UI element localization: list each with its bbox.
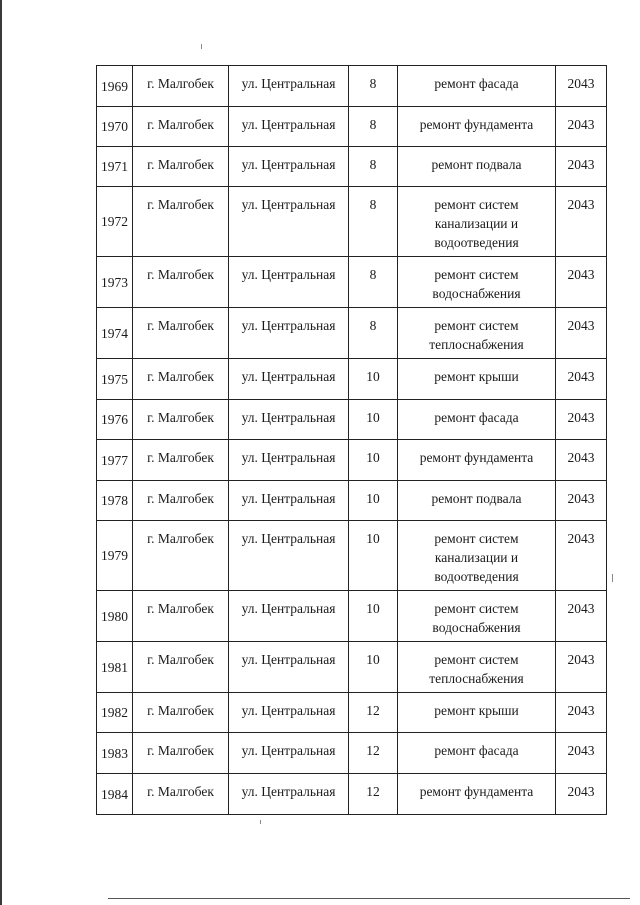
street-cell: ул. Центральная bbox=[229, 591, 349, 642]
year-cell: 2043 bbox=[556, 66, 607, 107]
row-number-cell: 1971 bbox=[97, 147, 133, 187]
house-number-cell: 8 bbox=[349, 308, 398, 359]
table-row bbox=[97, 359, 607, 400]
row-number-cell: 1969 bbox=[97, 66, 133, 107]
year-cell: 2043 bbox=[556, 693, 607, 733]
city-cell: г. Малгобек bbox=[133, 257, 229, 308]
year-cell: 2043 bbox=[556, 359, 607, 400]
street-cell: ул. Центральная bbox=[229, 440, 349, 481]
year-cell: 2043 bbox=[556, 774, 607, 815]
row-number-cell: 1976 bbox=[97, 400, 133, 440]
work-type-cell: ремонт систем водоснабжения bbox=[398, 591, 556, 642]
street-cell: ул. Центральная bbox=[229, 308, 349, 359]
city-cell: г. Малгобек bbox=[133, 440, 229, 481]
house-number-cell: 10 bbox=[349, 400, 398, 440]
table-row bbox=[97, 591, 607, 642]
year-cell: 2043 bbox=[556, 481, 607, 521]
city-cell: г. Малгобек bbox=[133, 591, 229, 642]
work-type-cell: ремонт фундамента bbox=[398, 774, 556, 815]
year-cell: 2043 bbox=[556, 400, 607, 440]
house-number-cell: 10 bbox=[349, 521, 398, 591]
row-number-cell: 1972 bbox=[97, 187, 133, 257]
city-cell: г. Малгобек bbox=[133, 308, 229, 359]
table-row bbox=[97, 66, 607, 107]
house-number-cell: 10 bbox=[349, 591, 398, 642]
street-cell: ул. Центральная bbox=[229, 693, 349, 733]
street-cell: ул. Центральная bbox=[229, 481, 349, 521]
scan-mark bbox=[260, 820, 261, 824]
table-row bbox=[97, 693, 607, 733]
city-cell: г. Малгобек bbox=[133, 693, 229, 733]
house-number-cell: 10 bbox=[349, 359, 398, 400]
house-number-cell: 8 bbox=[349, 187, 398, 257]
scan-mark bbox=[612, 574, 613, 582]
table-row bbox=[97, 774, 607, 815]
work-type-cell: ремонт фасада bbox=[398, 733, 556, 774]
street-cell: ул. Центральная bbox=[229, 400, 349, 440]
work-type-cell: ремонт систем теплоснабжения bbox=[398, 308, 556, 359]
street-cell: ул. Центральная bbox=[229, 642, 349, 693]
work-type-cell: ремонт фундамента bbox=[398, 440, 556, 481]
table-row bbox=[97, 440, 607, 481]
table-row bbox=[97, 642, 607, 693]
city-cell: г. Малгобек bbox=[133, 107, 229, 147]
work-type-cell: ремонт подвала bbox=[398, 481, 556, 521]
house-number-cell: 8 bbox=[349, 66, 398, 107]
row-number-cell: 1970 bbox=[97, 107, 133, 147]
city-cell: г. Малгобек bbox=[133, 642, 229, 693]
work-type-cell: ремонт крыши bbox=[398, 359, 556, 400]
row-number-cell: 1982 bbox=[97, 693, 133, 733]
row-number-cell: 1983 bbox=[97, 733, 133, 774]
work-type-cell: ремонт систем водоснабжения bbox=[398, 257, 556, 308]
repair-schedule-table bbox=[96, 65, 607, 815]
row-number-cell: 1975 bbox=[97, 359, 133, 400]
year-cell: 2043 bbox=[556, 733, 607, 774]
street-cell: ул. Центральная bbox=[229, 257, 349, 308]
year-cell: 2043 bbox=[556, 440, 607, 481]
year-cell: 2043 bbox=[556, 187, 607, 257]
house-number-cell: 12 bbox=[349, 693, 398, 733]
table-row bbox=[97, 521, 607, 591]
street-cell: ул. Центральная bbox=[229, 733, 349, 774]
row-number-cell: 1977 bbox=[97, 440, 133, 481]
city-cell: г. Малгобек bbox=[133, 521, 229, 591]
house-number-cell: 8 bbox=[349, 107, 398, 147]
house-number-cell: 12 bbox=[349, 733, 398, 774]
work-type-cell: ремонт крыши bbox=[398, 693, 556, 733]
table-row bbox=[97, 257, 607, 308]
work-type-cell: ремонт систем теплоснабжения bbox=[398, 642, 556, 693]
city-cell: г. Малгобек bbox=[133, 187, 229, 257]
row-number-cell: 1979 bbox=[97, 521, 133, 591]
city-cell: г. Малгобек bbox=[133, 733, 229, 774]
city-cell: г. Малгобек bbox=[133, 66, 229, 107]
table-row bbox=[97, 733, 607, 774]
year-cell: 2043 bbox=[556, 107, 607, 147]
table-row bbox=[97, 187, 607, 257]
year-cell: 2043 bbox=[556, 642, 607, 693]
city-cell: г. Малгобек bbox=[133, 481, 229, 521]
page-edge bbox=[0, 0, 2, 905]
year-cell: 2043 bbox=[556, 308, 607, 359]
street-cell: ул. Центральная bbox=[229, 521, 349, 591]
work-type-cell: ремонт фасада bbox=[398, 400, 556, 440]
city-cell: г. Малгобек bbox=[133, 400, 229, 440]
row-number-cell: 1974 bbox=[97, 308, 133, 359]
work-type-cell: ремонт фундамента bbox=[398, 107, 556, 147]
work-type-cell: ремонт систем канализации и водоотведения bbox=[398, 187, 556, 257]
row-number-cell: 1973 bbox=[97, 257, 133, 308]
table-row bbox=[97, 107, 607, 147]
house-number-cell: 10 bbox=[349, 642, 398, 693]
table-body bbox=[97, 66, 607, 815]
house-number-cell: 10 bbox=[349, 481, 398, 521]
house-number-cell: 8 bbox=[349, 257, 398, 308]
row-number-cell: 1980 bbox=[97, 591, 133, 642]
street-cell: ул. Центральная bbox=[229, 774, 349, 815]
street-cell: ул. Центральная bbox=[229, 147, 349, 187]
house-number-cell: 8 bbox=[349, 147, 398, 187]
city-cell: г. Малгобек bbox=[133, 774, 229, 815]
work-type-cell: ремонт подвала bbox=[398, 147, 556, 187]
house-number-cell: 10 bbox=[349, 440, 398, 481]
street-cell: ул. Центральная bbox=[229, 66, 349, 107]
street-cell: ул. Центральная bbox=[229, 107, 349, 147]
street-cell: ул. Центральная bbox=[229, 187, 349, 257]
year-cell: 2043 bbox=[556, 521, 607, 591]
table-row bbox=[97, 400, 607, 440]
table-row bbox=[97, 147, 607, 187]
street-cell: ул. Центральная bbox=[229, 359, 349, 400]
table-row bbox=[97, 481, 607, 521]
table-row bbox=[97, 308, 607, 359]
year-cell: 2043 bbox=[556, 591, 607, 642]
row-number-cell: 1981 bbox=[97, 642, 133, 693]
city-cell: г. Малгобек bbox=[133, 147, 229, 187]
city-cell: г. Малгобек bbox=[133, 359, 229, 400]
work-type-cell: ремонт фасада bbox=[398, 66, 556, 107]
work-type-cell: ремонт систем канализации и водоотведения bbox=[398, 521, 556, 591]
row-number-cell: 1978 bbox=[97, 481, 133, 521]
row-number-cell: 1984 bbox=[97, 774, 133, 815]
bottom-rule bbox=[108, 898, 630, 899]
house-number-cell: 12 bbox=[349, 774, 398, 815]
year-cell: 2043 bbox=[556, 257, 607, 308]
scan-mark bbox=[201, 44, 202, 49]
year-cell: 2043 bbox=[556, 147, 607, 187]
